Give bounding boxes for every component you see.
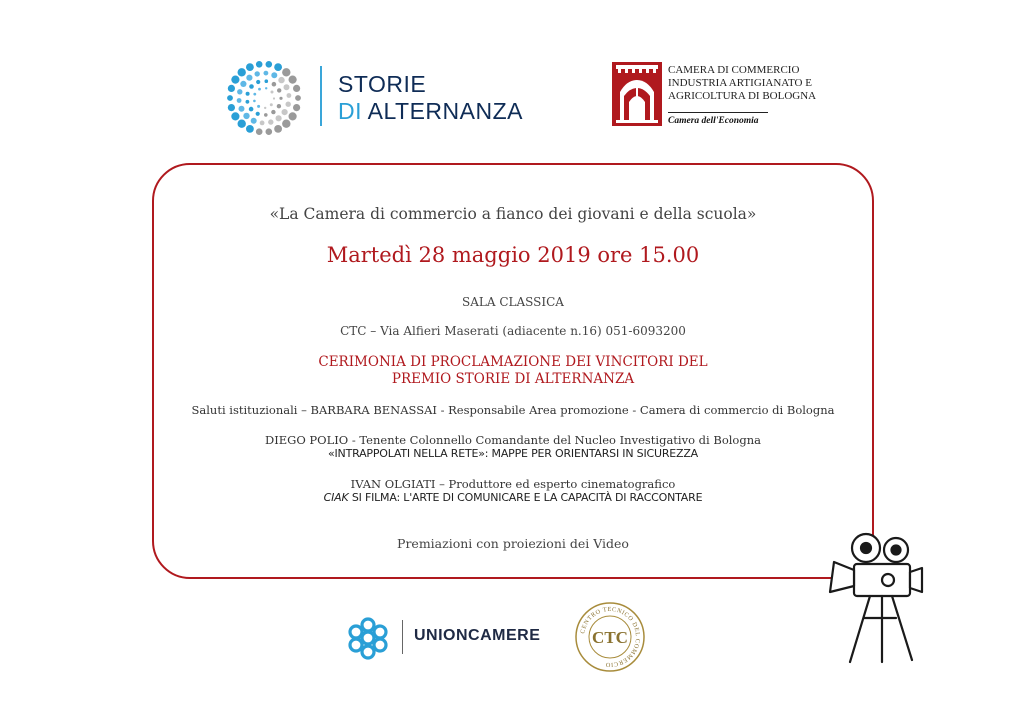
storie-dot [284, 84, 290, 90]
storie-dot [228, 104, 235, 111]
storie-logo-di: DI [338, 98, 362, 124]
storie-dot [256, 128, 263, 135]
storie-dot [231, 112, 239, 120]
storie-dot [256, 80, 260, 84]
storie-dot [265, 79, 269, 83]
storie-dot [268, 119, 273, 124]
ceremony-title-line2: PREMIO STORIE DI ALTERNANZA [391, 371, 635, 387]
ctc-seal-icon [574, 601, 646, 673]
storie-dot [271, 72, 277, 78]
speaker2-talk-title-ciak: CIAK [323, 491, 349, 504]
storie-dot [270, 103, 273, 106]
storie-dot [274, 63, 282, 71]
storie-dot [272, 82, 277, 87]
storie-dot [266, 128, 273, 135]
storie-dot [293, 104, 300, 111]
speaker2-talk-title [152, 491, 874, 504]
unioncamere-label: UNIONCAMERE [414, 627, 541, 644]
storie-dot [253, 100, 256, 103]
speaker2-name: IVAN OLGIATI – Produttore ed esperto cinematografico [350, 477, 676, 491]
unioncamere-mark-icon [346, 616, 390, 660]
storie-dot [249, 84, 254, 89]
storie-dot [266, 61, 273, 68]
storie-dot [293, 85, 300, 92]
storie-dot [257, 105, 260, 108]
storie-dot [251, 118, 257, 124]
storie-dot [282, 109, 288, 115]
camera-logo-tagline: Camera dell'Economia [668, 116, 759, 126]
storie-dot [246, 75, 252, 81]
speaker1-name: DIEGO POLIO - Tenente Colonnello Comandante del Nucleo Investigativo di Bologna [265, 433, 761, 447]
storie-dot [277, 88, 281, 92]
storie-dot [228, 85, 235, 92]
storie-dot [253, 93, 256, 96]
awards-note: Premiazioni con proiezioni dei Video [397, 536, 629, 551]
unioncamere-divider [402, 620, 403, 654]
unioncamere-logo [346, 614, 546, 662]
storie-dot [279, 97, 282, 100]
storie-dot [274, 125, 282, 133]
event-address: CTC – Via Alfieri Maserati (adiacente n.16) 051-6093200 [340, 324, 686, 338]
speaker1-talk-title: «INTRAPPOLATI NELLA RETE»: MAPPE PER ORIENTARSI IN SICUREZZA [327, 447, 699, 460]
storie-dot [227, 95, 233, 101]
ctc-seal-text: CTC [592, 628, 628, 647]
storie-dot [238, 120, 246, 128]
storie-dot [271, 110, 275, 114]
camera-logo-line1: CAMERA DI COMMERCIO [668, 64, 800, 76]
speaker2-talk-title-rest: SI FILMA: L'ARTE DI COMUNICARE E LA CAPACITÀ DI RACCONTARE [348, 491, 703, 504]
storie-dot [289, 112, 297, 120]
storie-dot [289, 76, 297, 84]
storie-logo-divider [320, 66, 322, 126]
storie-dot [246, 63, 254, 71]
storie-dot [286, 102, 291, 107]
storie-dot [246, 125, 254, 133]
storie-dot [239, 106, 245, 112]
camera-di-commercio-logo [612, 62, 832, 132]
storie-dot [249, 107, 254, 112]
institutional-greetings: Saluti istituzionali – BARBARA BENASSAI - Responsabile Area promozione - Camera di commercio di Bologna [191, 403, 835, 417]
storie-dot [276, 115, 282, 121]
storie-dot [278, 77, 284, 83]
event-venue: SALA CLASSICA [462, 295, 564, 309]
storie-dot [243, 113, 249, 119]
camera-logo-rule [668, 112, 768, 113]
storie-dot [258, 88, 261, 91]
storie-dot [256, 112, 260, 116]
storie-dot [264, 113, 268, 117]
storie-dot [246, 92, 250, 96]
storie-dot [237, 89, 242, 94]
storie-logo-line1: STORIE [338, 71, 427, 97]
storie-dot [256, 61, 263, 68]
storie-dot [271, 91, 274, 94]
storie-dot [282, 120, 290, 128]
storie-dot [295, 95, 301, 101]
event-subtitle: «La Camera di commercio a fianco dei giovani e della scuola» [269, 205, 757, 223]
storie-dot [264, 71, 269, 76]
camera-logo-line3: AGRICOLTURA DI BOLOGNA [668, 90, 817, 102]
storie-dot [255, 71, 260, 76]
ceremony-title-line1: CERIMONIA DI PROCLAMAZIONE DEI VINCITORI DEL [318, 354, 708, 370]
event-date: Martedì 28 maggio 2019 ore 15.00 [326, 243, 700, 267]
storie-dot [273, 97, 275, 99]
storie-dot [264, 107, 266, 109]
storie-dot [277, 104, 281, 108]
storie-dot [265, 87, 267, 89]
storie-logo-alternanza: ALTERNANZA [362, 98, 523, 124]
storie-dot [260, 121, 265, 126]
storie-dot [237, 98, 242, 103]
storie-dot [240, 81, 246, 87]
storie-di-alternanza-logo [222, 58, 532, 138]
storie-dot [238, 68, 246, 76]
storie-logo-line2 [338, 98, 523, 125]
storie-dot [287, 93, 292, 98]
storie-dot [246, 100, 250, 104]
camera-commercio-emblem-icon [612, 62, 662, 126]
storie-dot [282, 68, 290, 76]
storie-dot [231, 76, 239, 84]
movie-camera-icon [826, 530, 926, 665]
camera-logo-line2: INDUSTRIA ARTIGIANATO E [668, 77, 812, 89]
ctc-seal-ring-text: CENTRO TECNICO DEL COMMERCIO [579, 605, 642, 669]
storie-dots-icon [222, 58, 306, 138]
